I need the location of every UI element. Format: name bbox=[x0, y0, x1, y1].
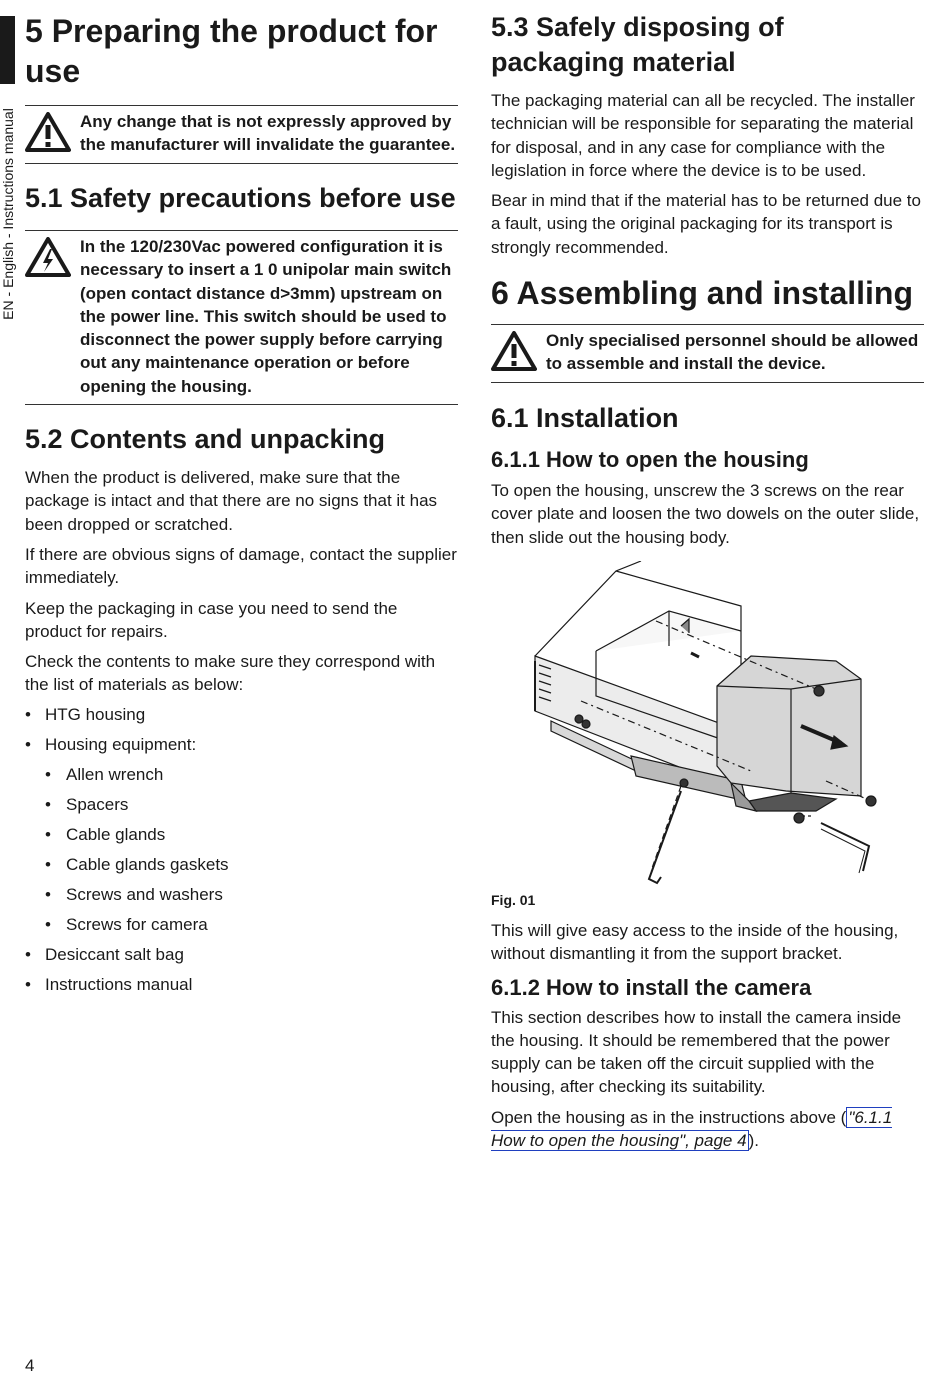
equipment-sublist bbox=[25, 763, 458, 936]
list-item: • Screws and washers bbox=[25, 883, 458, 906]
paragraph: Keep the packaging in case you need to send the product for repairs. bbox=[25, 598, 398, 641]
list-item: • Screws for camera bbox=[25, 913, 458, 936]
list-item: • Cable glands gaskets bbox=[25, 853, 458, 876]
heading-5: 5 Preparing the product for use bbox=[25, 13, 438, 89]
contents-list bbox=[25, 703, 458, 756]
sidebar-label: EN - English - Instructions manual bbox=[0, 107, 16, 320]
paragraph-text: Open the housing as in the instructions above ( bbox=[491, 1107, 847, 1127]
paragraph: Check the contents to make sure they correspond with the list of materials as below: bbox=[25, 652, 436, 695]
list-item: • Spacers bbox=[25, 793, 458, 816]
paragraph: To open the housing, unscrew the 3 screws on the rear cover plate and loosen the two dowels on the outer slide, then slide out the housing body. bbox=[491, 481, 920, 547]
heading-5-1: 5.1 Safety precautions before use bbox=[25, 183, 456, 213]
list-item: • Instructions manual bbox=[25, 973, 458, 996]
list-item: • Housing equipment: bbox=[25, 733, 458, 756]
page-number: 4 bbox=[25, 1356, 35, 1375]
warning-box-electrical bbox=[25, 230, 458, 405]
housing-diagram bbox=[491, 561, 924, 891]
warning-icon bbox=[25, 110, 80, 157]
warning-text: Any change that is not expressly approved by the manufacturer will invalidate the guarantee. bbox=[80, 112, 456, 155]
right-column bbox=[491, 10, 924, 1152]
list-item: • Cable glands bbox=[25, 823, 458, 846]
warning-icon bbox=[491, 329, 546, 376]
heading-5-3: 5.3 Safely disposing of packaging material bbox=[491, 12, 784, 77]
warning-box-personnel bbox=[491, 324, 924, 383]
paragraph: When the product is delivered, make sure that the package is intact and that there are no signs that it has been dropped or scratched. bbox=[25, 468, 438, 534]
electrical-hazard-icon bbox=[25, 235, 80, 398]
paragraph-with-link bbox=[491, 1106, 924, 1153]
figure-housing bbox=[491, 561, 924, 891]
warning-text: Only specialised personnel should be allowed to assemble and install the device. bbox=[546, 331, 919, 374]
left-column bbox=[25, 10, 458, 1003]
paragraph: If there are obvious signs of damage, contact the supplier immediately. bbox=[25, 544, 457, 588]
heading-6: 6 Assembling and installing bbox=[491, 275, 913, 312]
contents-list-continued bbox=[25, 943, 458, 996]
sidebar-marker bbox=[0, 16, 15, 84]
heading-6-1: 6.1 Installation bbox=[491, 403, 679, 434]
paragraph: This section describes how to install the camera inside the housing. It should be remembered that the power supply can be taken off the circuit supplied with the housing, after checking its suitability. bbox=[491, 1007, 902, 1097]
paragraph: Bear in mind that if the material has to be returned due to a fault, using the original packaging for its transport is strongly recommended. bbox=[491, 191, 921, 257]
warning-box-guarantee bbox=[25, 105, 458, 164]
paragraph-text: ). bbox=[748, 1131, 759, 1151]
cross-reference-link[interactable]: "6.1.1 How to open the housing", page 4 bbox=[491, 1107, 893, 1151]
paragraph: This will give easy access to the inside of the housing, without dismantling it from the support bracket. bbox=[491, 920, 899, 964]
paragraph: The packaging material can all be recycled. The installer technician will be responsible for separating the material for disposal, and in any case for compliance with the legislation in force where the device is to be used. bbox=[491, 91, 915, 180]
heading-6-1-1: 6.1.1 How to open the housing bbox=[491, 447, 809, 473]
warning-text: In the 120/230Vac powered configuration it is necessary to insert a 1 0 unipolar main switch (open contact distance d>3mm) upstream on the power line. This switch should be used to disconnect the power supply before carrying out any maintenance operation or before opening the housing. bbox=[80, 237, 452, 396]
list-item: • Desiccant salt bag bbox=[25, 943, 458, 966]
heading-5-2: 5.2 Contents and unpacking bbox=[25, 424, 386, 455]
figure-caption: Fig. 01 bbox=[491, 891, 536, 908]
list-item: • HTG housing bbox=[25, 703, 458, 726]
heading-6-1-2: 6.1.2 How to install the camera bbox=[491, 974, 812, 1000]
list-item: • Allen wrench bbox=[25, 763, 458, 786]
